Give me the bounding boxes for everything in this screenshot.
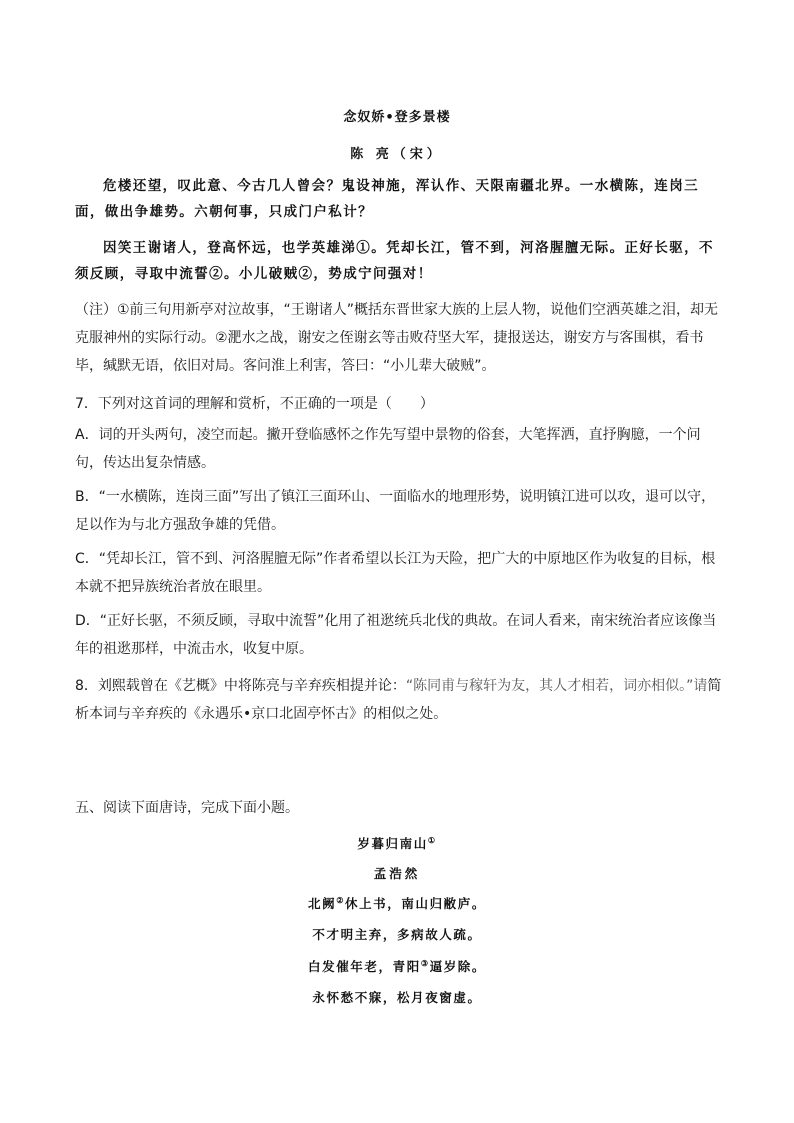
question-8-quote: “陈同甫与稼轩为友，其人才相若，词亦相似。”请: [405, 678, 708, 694]
question-8-lead: 8．刘熙载曾在《艺概》中将陈亮与辛弃疾相提并论：: [75, 678, 406, 694]
poem2-line-1-b: 休上书，南山归敝庐。: [344, 896, 486, 911]
poem2-author: 孟浩然: [373, 866, 421, 881]
poem-note: （注）①前三句用新亭对泣故事，“王谢诸人”概括东晋世家大族的上层人物，说他们空洒英雄之泪，却无克服神州的实际行动。②淝水之战，谢安之侄谢玄等击败苻坚大军，捷报送达，谢安方与客围棋，看书毕，缄默无语，依旧对局。客问淮上利害，答曰：“小儿辈大破贼”。: [75, 302, 719, 374]
poem2-line-3-footnote: ③: [420, 958, 430, 968]
poem-author: 陈 亮（宋）: [350, 147, 444, 162]
poem-verse-1: 危楼还望，叹此意、今古几人曾会？鬼设神施，浑认作、天限南疆北界。一水横陈，连岗三面，做出争雄势。六朝何事，只成门户私计？: [75, 178, 699, 220]
question-8: [75, 672, 725, 728]
poem2-line-1: [0, 894, 794, 912]
poem2-line-3: [0, 957, 794, 975]
poem-title: 念奴娇•登多景楼: [343, 110, 451, 125]
question-7-option-d: D．“正好长驱，不须反顾，寻取中流誓”化用了祖逖统兵北伐的典故。在词人看来，南宋统治者应该像当年的祖逖那样，中流击水，收复中原。: [75, 613, 717, 657]
poem2-line-1-a: 北阙: [308, 896, 337, 911]
poem-verse-2: 因笑王谢诸人，登高怀远，也学英雄涕①。凭却长江，管不到，河洛腥膻无际。正好长驱，不须反顾，寻取中流誓②。小儿破贼②，势成宁问强对！: [75, 240, 714, 282]
poem2-line-4: 永怀愁不寐，松月夜窗虚。: [312, 990, 482, 1005]
question-7-stem: 7．下列对这首词的理解和赏析，不正确的一项是（ ）: [75, 396, 434, 412]
question-7-option-b: B．“一水横陈，连岗三面”写出了镇江三面环山、一面临水的地理形势，说明镇江进可以攻，退可以守，足以作为与北方强敌争雄的凭借。: [75, 489, 716, 533]
poem2-title-footnote: ①: [427, 835, 437, 845]
poem2-title-text: 岁暮归南山: [357, 836, 428, 851]
poem2-line-2: 不才明主弃，多病故人疏。: [312, 927, 482, 942]
question-8-tail: 简析本词与辛弃疾的《永遇乐•京口北固亭怀古》的相似之处。: [75, 678, 722, 722]
question-7-option-c: C．“凭却长江，管不到、河洛腥膻无际”作者希望以长江为天险，把广大的中原地区作为收复的目标，根本就不把异族统治者放在眼里。: [75, 551, 716, 595]
section-5-heading: 五、阅读下面唐诗，完成下面小题。: [75, 800, 299, 816]
poem2-title: [0, 834, 794, 852]
poem2-line-3-b: 逼岁除。: [429, 959, 486, 974]
poem2-line-1-footnote: ②: [336, 895, 345, 905]
poem2-line-3-a: 白发催年老，青阳: [308, 959, 421, 974]
question-7-option-a: A．词的开头两句，凌空而起。撇开登临感怀之作先写望中景物的俗套，大笔挥洒，直抒胸臆，一个问句，传达出复杂情感。: [75, 427, 701, 471]
